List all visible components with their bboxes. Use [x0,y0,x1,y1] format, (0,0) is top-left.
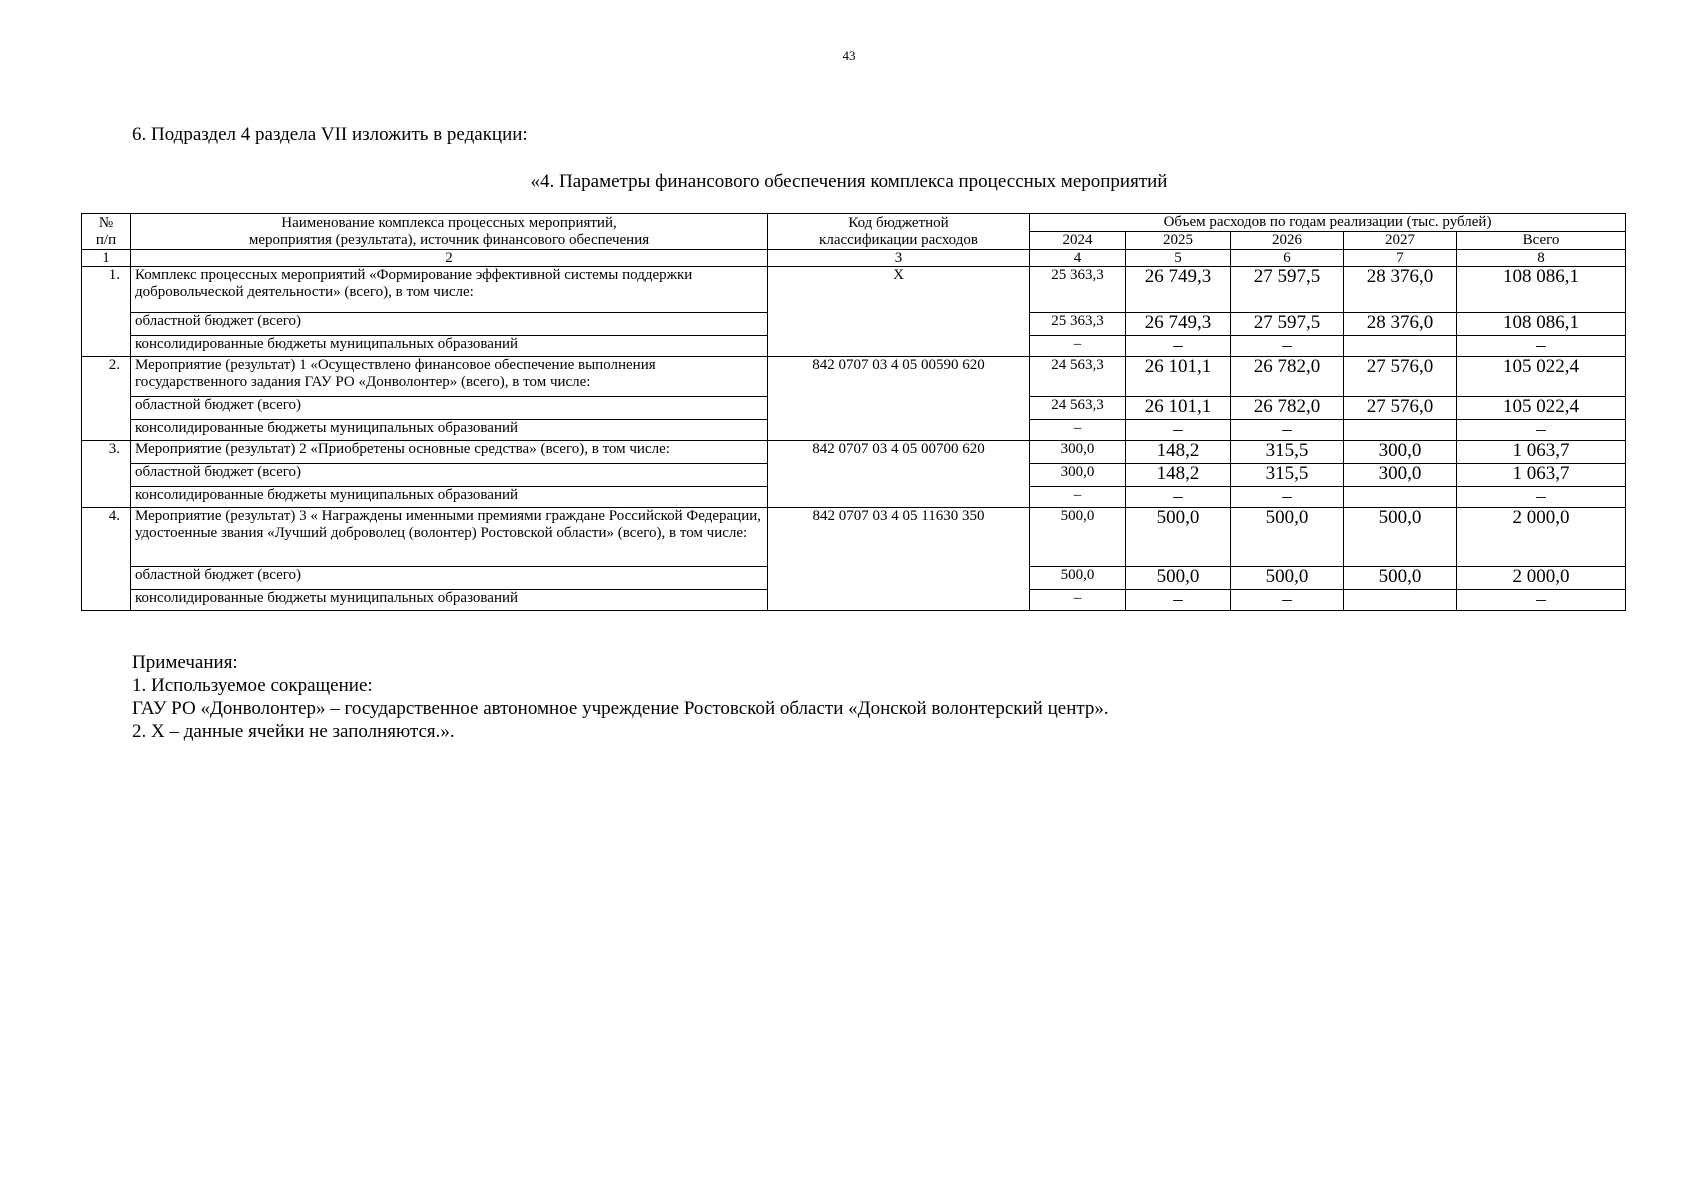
row-name: консолидированные бюджеты муниципальных образований [131,487,768,508]
column-index: 1 [82,250,131,267]
table-row [82,357,1626,397]
header-name: Наименование комплекса процессных мероприятий, мероприятия (результата), источник финансового обеспечения [131,214,768,250]
row-name: Комплекс процессных мероприятий «Формирование эффективной системы поддержки добровольческой деятельности» (всего), в том числе: [131,267,768,313]
header-volume: Объем расходов по годам реализации (тыс. рублей) [1030,214,1626,232]
note-item: 2. X – данные ячейки не заполняются.». [132,721,455,742]
value-year-2026: – [1231,590,1344,611]
value-year-2024: 300,0 [1030,464,1126,487]
value-year-2025: – [1126,420,1231,441]
value-year-2024: – [1030,336,1126,357]
column-index: 2 [131,250,768,267]
budget-code: 842 0707 03 4 05 00700 620 [768,441,1030,508]
row-number: 1. [82,267,131,357]
row-name: областной бюджет (всего) [131,313,768,336]
value-year-2026: – [1231,487,1344,508]
value-year-2027: 27 576,0 [1344,397,1457,420]
value-total: 105 022,4 [1457,357,1626,397]
column-index: 6 [1231,250,1344,267]
value-total: 2 000,0 [1457,508,1626,567]
row-number: 2. [82,357,131,441]
value-year-2024: 500,0 [1030,508,1126,567]
column-index: 4 [1030,250,1126,267]
value-year-2025: 500,0 [1126,567,1231,590]
table-row [82,508,1626,567]
value-total: 108 086,1 [1457,267,1626,313]
value-total: – [1457,590,1626,611]
row-number: 4. [82,508,131,611]
column-index: 7 [1344,250,1457,267]
row-number: 3. [82,441,131,508]
header-year: 2026 [1231,232,1344,250]
value-year-2027: 28 376,0 [1344,267,1457,313]
value-year-2027: 300,0 [1344,464,1457,487]
value-total: 2 000,0 [1457,567,1626,590]
table-title: «4. Параметры финансового обеспечения комплекса процессных мероприятий [530,171,1168,192]
value-year-2027: 500,0 [1344,508,1457,567]
value-total: – [1457,487,1626,508]
value-year-2026: 27 597,5 [1231,313,1344,336]
header-num: № п/п [82,214,131,250]
value-year-2027 [1344,590,1457,611]
value-year-2026: – [1231,420,1344,441]
instruction-text: 6. Подраздел 4 раздела VII изложить в редакции: [132,124,528,145]
row-name: консолидированные бюджеты муниципальных образований [131,420,768,441]
value-year-2026: 500,0 [1231,567,1344,590]
header-year: 2024 [1030,232,1126,250]
value-year-2026: 500,0 [1231,508,1344,567]
value-year-2026: 26 782,0 [1231,357,1344,397]
note-item: 1. Используемое сокращение: [132,675,373,696]
financing-table [81,213,1626,611]
value-year-2024: 24 563,3 [1030,397,1126,420]
page-number: 43 [842,48,856,63]
value-year-2025: – [1126,336,1231,357]
column-index: 5 [1126,250,1231,267]
header-year: 2027 [1344,232,1457,250]
row-name: консолидированные бюджеты муниципальных образований [131,590,768,611]
value-year-2025: 26 749,3 [1126,313,1231,336]
value-year-2025: – [1126,590,1231,611]
value-year-2025: 500,0 [1126,508,1231,567]
value-year-2024: 24 563,3 [1030,357,1126,397]
value-total: – [1457,336,1626,357]
value-year-2024: – [1030,420,1126,441]
value-year-2026: – [1231,336,1344,357]
column-index: 3 [768,250,1030,267]
header-total: Всего [1457,232,1626,250]
row-name: Мероприятие (результат) 2 «Приобретены основные средства» (всего), в том числе: [131,441,768,464]
value-year-2025: 26 749,3 [1126,267,1231,313]
value-year-2027 [1344,487,1457,508]
row-name: Мероприятие (результат) 1 «Осуществлено финансовое обеспечение выполнения государственного задания ГАУ РО «Донволонтер» (всего), в том числе: [131,357,768,397]
value-year-2024: 500,0 [1030,567,1126,590]
value-year-2024: 25 363,3 [1030,267,1126,313]
column-index: 8 [1457,250,1626,267]
table-row [82,267,1626,313]
table-body [82,250,1626,611]
value-year-2024: – [1030,590,1126,611]
header-code: Код бюджетной классификации расходов [768,214,1030,250]
column-index-row [82,250,1626,267]
budget-code: 842 0707 03 4 05 00590 620 [768,357,1030,441]
value-year-2025: – [1126,487,1231,508]
header-year: 2025 [1126,232,1231,250]
value-total: – [1457,420,1626,441]
notes-title: Примечания: [132,652,238,673]
value-year-2026: 27 597,5 [1231,267,1344,313]
budget-code: X [768,267,1030,357]
row-name: областной бюджет (всего) [131,464,768,487]
value-year-2024: 300,0 [1030,441,1126,464]
value-year-2025: 148,2 [1126,464,1231,487]
row-name: областной бюджет (всего) [131,567,768,590]
row-name: консолидированные бюджеты муниципальных образований [131,336,768,357]
budget-code: 842 0707 03 4 05 11630 350 [768,508,1030,611]
value-year-2025: 148,2 [1126,441,1231,464]
value-total: 1 063,7 [1457,441,1626,464]
value-year-2025: 26 101,1 [1126,357,1231,397]
value-year-2027: 300,0 [1344,441,1457,464]
notes [132,651,1109,743]
value-year-2027: 27 576,0 [1344,357,1457,397]
value-year-2026: 26 782,0 [1231,397,1344,420]
table-row [82,441,1626,464]
value-year-2027: 28 376,0 [1344,313,1457,336]
value-year-2027 [1344,336,1457,357]
note-item: ГАУ РО «Донволонтер» – государственное автономное учреждение Ростовской области «Донской волонтерский центр». [132,698,1109,719]
value-year-2027: 500,0 [1344,567,1457,590]
row-name: Мероприятие (результат) 3 « Награждены именными премиями граждане Российской Федерации, удостоенные звания «Лучший доброволец (волонтер) Ростовской области» (всего), в том числе: [131,508,768,567]
row-name: областной бюджет (всего) [131,397,768,420]
value-year-2025: 26 101,1 [1126,397,1231,420]
value-year-2026: 315,5 [1231,464,1344,487]
value-total: 108 086,1 [1457,313,1626,336]
value-year-2026: 315,5 [1231,441,1344,464]
value-year-2024: 25 363,3 [1030,313,1126,336]
value-year-2027 [1344,420,1457,441]
value-year-2024: – [1030,487,1126,508]
value-total: 1 063,7 [1457,464,1626,487]
value-total: 105 022,4 [1457,397,1626,420]
